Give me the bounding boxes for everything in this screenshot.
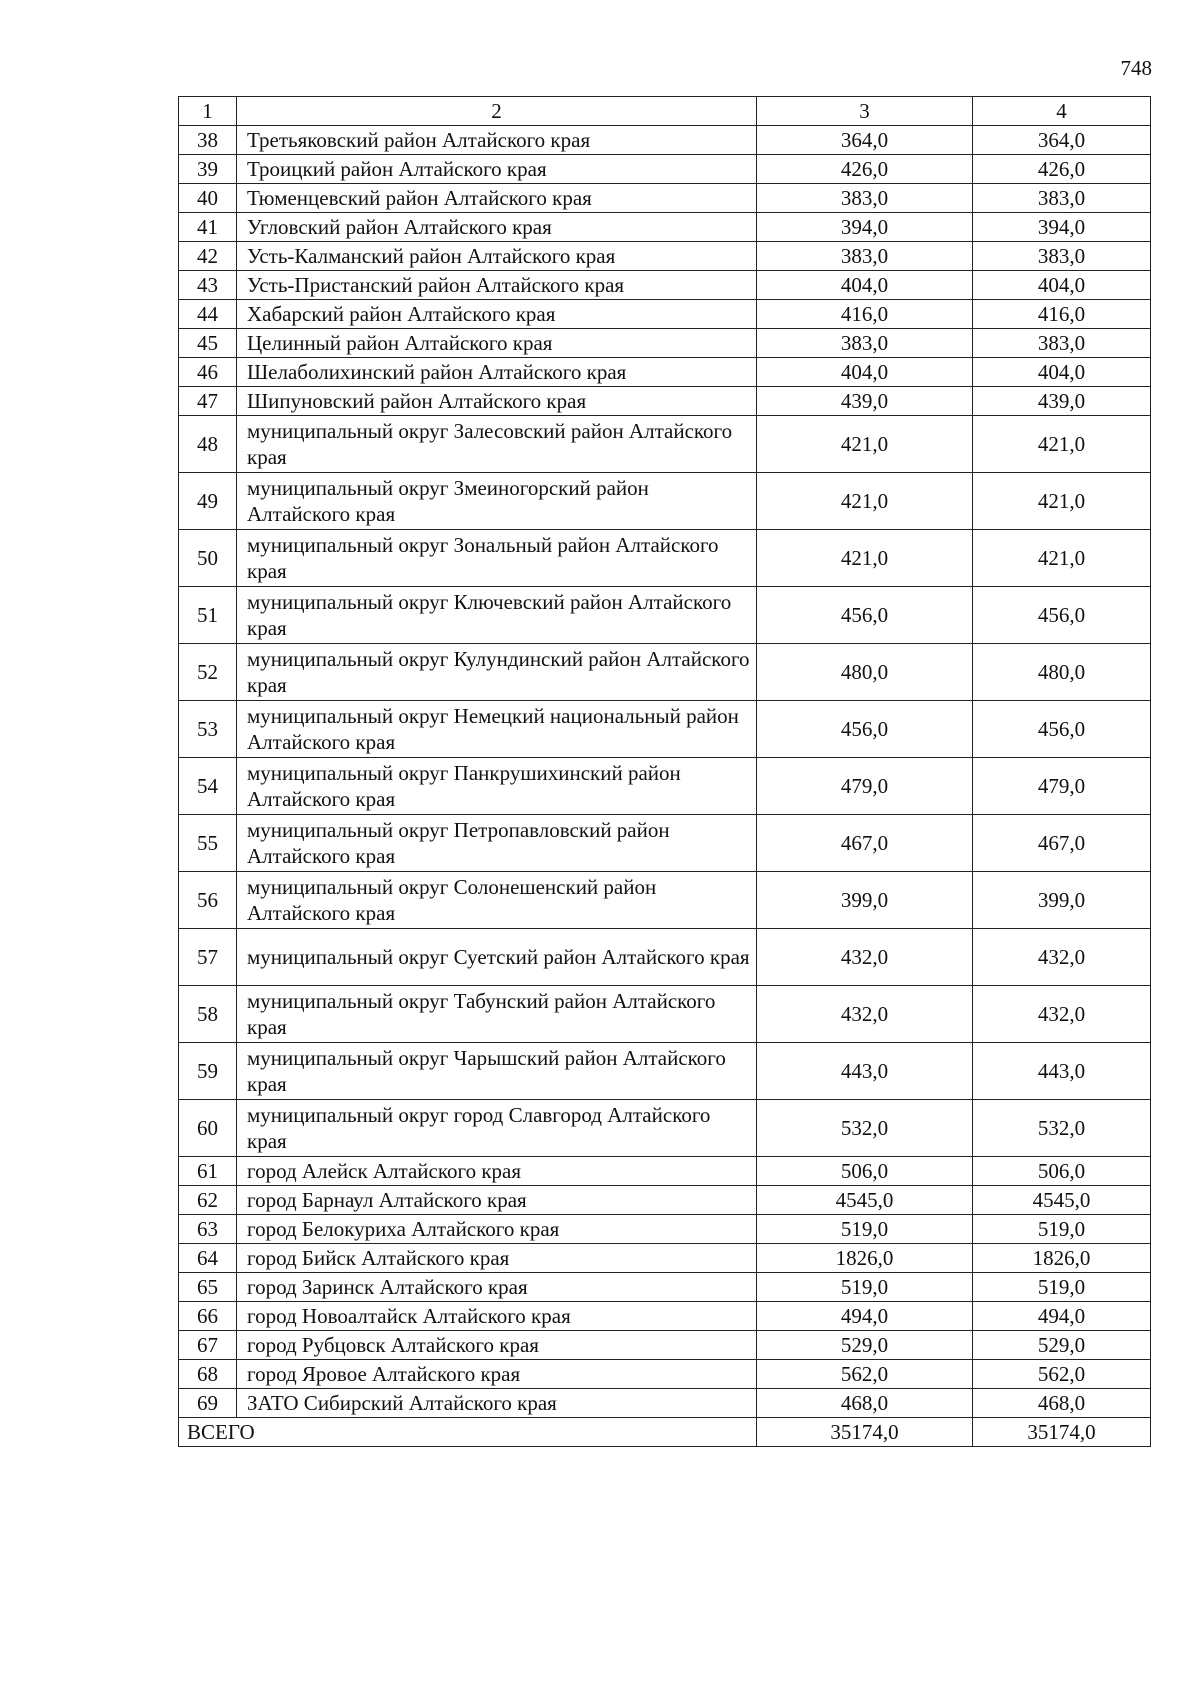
header-col-3: 3 [757,97,973,126]
row-number-cell: 54 [179,758,237,815]
table-row [179,300,1151,329]
table-row [179,416,1151,473]
table-row [179,758,1151,815]
value-col4-cell: 456,0 [973,587,1151,644]
header-col-2: 2 [237,97,757,126]
value-col4-cell: 439,0 [973,387,1151,416]
value-col3-cell: 404,0 [757,358,973,387]
table-row [179,986,1151,1043]
header-col-1: 1 [179,97,237,126]
value-col3-cell: 404,0 [757,271,973,300]
district-name-cell: муниципальный округ Солонешенский район Алтайского края [237,872,757,929]
value-col4-cell: 494,0 [973,1302,1151,1331]
value-col3-cell: 394,0 [757,213,973,242]
table-row [179,473,1151,530]
value-col3-cell: 364,0 [757,126,973,155]
row-number-cell: 41 [179,213,237,242]
value-col4-cell: 1826,0 [973,1244,1151,1273]
value-col3-cell: 456,0 [757,701,973,758]
row-number-cell: 66 [179,1302,237,1331]
row-number-cell: 44 [179,300,237,329]
table-header-row [179,97,1151,126]
row-number-cell: 39 [179,155,237,184]
district-name-cell: Целинный район Алтайского края [237,329,757,358]
row-number-cell: 38 [179,126,237,155]
table-row [179,530,1151,587]
district-name-cell: муниципальный округ город Славгород Алтайского края [237,1100,757,1157]
table-row [179,1043,1151,1100]
row-number-cell: 43 [179,271,237,300]
value-col4-cell: 394,0 [973,213,1151,242]
value-col4-cell: 426,0 [973,155,1151,184]
table-row [179,587,1151,644]
value-col3-cell: 468,0 [757,1389,973,1418]
value-col4-cell: 519,0 [973,1215,1151,1244]
table-row [179,242,1151,271]
row-number-cell: 45 [179,329,237,358]
district-name-cell: город Новоалтайск Алтайского края [237,1302,757,1331]
value-col4-cell: 383,0 [973,242,1151,271]
district-name-cell: муниципальный округ Немецкий национальный район Алтайского края [237,701,757,758]
table-row [179,184,1151,213]
district-name-cell: Хабарский район Алтайского края [237,300,757,329]
total-row [179,1418,1151,1447]
value-col4-cell: 404,0 [973,271,1151,300]
value-col3-cell: 432,0 [757,986,973,1043]
row-number-cell: 56 [179,872,237,929]
value-col4-cell: 562,0 [973,1360,1151,1389]
value-col3-cell: 439,0 [757,387,973,416]
district-name-cell: Троицкий район Алтайского края [237,155,757,184]
row-number-cell: 53 [179,701,237,758]
value-col4-cell: 506,0 [973,1157,1151,1186]
value-col4-cell: 4545,0 [973,1186,1151,1215]
table-row [179,1273,1151,1302]
table-row [179,1389,1151,1418]
district-name-cell: муниципальный округ Чарышский район Алтайского края [237,1043,757,1100]
value-col3-cell: 416,0 [757,300,973,329]
value-col4-cell: 399,0 [973,872,1151,929]
district-name-cell: муниципальный округ Петропавловский район Алтайского края [237,815,757,872]
value-col4-cell: 432,0 [973,986,1151,1043]
header-col-4: 4 [973,97,1151,126]
row-number-cell: 42 [179,242,237,271]
value-col4-cell: 480,0 [973,644,1151,701]
district-name-cell: Угловский район Алтайского края [237,213,757,242]
table-row [179,644,1151,701]
value-col4-cell: 468,0 [973,1389,1151,1418]
value-col3-cell: 443,0 [757,1043,973,1100]
value-col4-cell: 421,0 [973,473,1151,530]
table-row [179,929,1151,986]
row-number-cell: 65 [179,1273,237,1302]
value-col3-cell: 383,0 [757,184,973,213]
district-name-cell: город Рубцовск Алтайского края [237,1331,757,1360]
table-row [179,155,1151,184]
value-col4-cell: 421,0 [973,530,1151,587]
district-name-cell: муниципальный округ Залесовский район Алтайского края [237,416,757,473]
value-col3-cell: 480,0 [757,644,973,701]
value-col4-cell: 421,0 [973,416,1151,473]
page-number: 748 [1120,56,1152,80]
total-value-col3: 35174,0 [757,1418,973,1447]
value-col4-cell: 456,0 [973,701,1151,758]
district-name-cell: муниципальный округ Суетский район Алтайского края [237,929,757,986]
value-col4-cell: 383,0 [973,184,1151,213]
district-name-cell: Тюменцевский район Алтайского края [237,184,757,213]
table-row [179,1360,1151,1389]
value-col3-cell: 421,0 [757,416,973,473]
value-col4-cell: 383,0 [973,329,1151,358]
district-name-cell: муниципальный округ Табунский район Алтайского края [237,986,757,1043]
row-number-cell: 52 [179,644,237,701]
table-row [179,872,1151,929]
district-name-cell: ЗАТО Сибирский Алтайского края [237,1389,757,1418]
district-name-cell: город Барнаул Алтайского края [237,1186,757,1215]
district-name-cell: город Яровое Алтайского края [237,1360,757,1389]
value-col3-cell: 1826,0 [757,1244,973,1273]
value-col3-cell: 506,0 [757,1157,973,1186]
row-number-cell: 69 [179,1389,237,1418]
value-col4-cell: 432,0 [973,929,1151,986]
value-col3-cell: 519,0 [757,1273,973,1302]
district-name-cell: город Белокуриха Алтайского края [237,1215,757,1244]
row-number-cell: 64 [179,1244,237,1273]
row-number-cell: 62 [179,1186,237,1215]
value-col3-cell: 519,0 [757,1215,973,1244]
table-row [179,126,1151,155]
value-col4-cell: 364,0 [973,126,1151,155]
table-row [179,271,1151,300]
value-col3-cell: 467,0 [757,815,973,872]
district-name-cell: город Бийск Алтайского края [237,1244,757,1273]
row-number-cell: 60 [179,1100,237,1157]
value-col3-cell: 562,0 [757,1360,973,1389]
value-col4-cell: 519,0 [973,1273,1151,1302]
value-col3-cell: 383,0 [757,242,973,271]
table-row [179,1302,1151,1331]
table-row [179,1157,1151,1186]
table-row [179,1331,1151,1360]
value-col3-cell: 432,0 [757,929,973,986]
table-row [179,701,1151,758]
allocation-table [178,96,1151,1447]
value-col3-cell: 479,0 [757,758,973,815]
district-name-cell: муниципальный округ Панкрушихинский район Алтайского края [237,758,757,815]
value-col4-cell: 443,0 [973,1043,1151,1100]
value-col3-cell: 532,0 [757,1100,973,1157]
row-number-cell: 61 [179,1157,237,1186]
table-row [179,1186,1151,1215]
district-name-cell: муниципальный округ Зональный район Алтайского края [237,530,757,587]
row-number-cell: 47 [179,387,237,416]
total-label: ВСЕГО [179,1418,757,1447]
district-name-cell: Шипуновский район Алтайского края [237,387,757,416]
value-col3-cell: 4545,0 [757,1186,973,1215]
value-col4-cell: 479,0 [973,758,1151,815]
district-name-cell: муниципальный округ Змеиногорский район Алтайского края [237,473,757,530]
row-number-cell: 68 [179,1360,237,1389]
row-number-cell: 40 [179,184,237,213]
district-name-cell: Шелаболихинский район Алтайского края [237,358,757,387]
value-col3-cell: 421,0 [757,530,973,587]
row-number-cell: 63 [179,1215,237,1244]
value-col4-cell: 416,0 [973,300,1151,329]
value-col3-cell: 426,0 [757,155,973,184]
value-col4-cell: 529,0 [973,1331,1151,1360]
district-name-cell: Усть-Калманский район Алтайского края [237,242,757,271]
district-name-cell: муниципальный округ Ключевский район Алтайского края [237,587,757,644]
district-name-cell: Третьяковский район Алтайского края [237,126,757,155]
row-number-cell: 57 [179,929,237,986]
district-name-cell: город Алейск Алтайского края [237,1157,757,1186]
value-col3-cell: 456,0 [757,587,973,644]
table-row [179,1244,1151,1273]
row-number-cell: 55 [179,815,237,872]
value-col3-cell: 383,0 [757,329,973,358]
value-col3-cell: 529,0 [757,1331,973,1360]
table-body [179,97,1151,1447]
row-number-cell: 49 [179,473,237,530]
table-row [179,1215,1151,1244]
table-row [179,213,1151,242]
row-number-cell: 58 [179,986,237,1043]
table-row [179,1100,1151,1157]
district-name-cell: город Заринск Алтайского края [237,1273,757,1302]
row-number-cell: 48 [179,416,237,473]
district-name-cell: Усть-Пристанский район Алтайского края [237,271,757,300]
row-number-cell: 67 [179,1331,237,1360]
value-col4-cell: 467,0 [973,815,1151,872]
value-col4-cell: 404,0 [973,358,1151,387]
row-number-cell: 59 [179,1043,237,1100]
row-number-cell: 46 [179,358,237,387]
row-number-cell: 51 [179,587,237,644]
table-row [179,387,1151,416]
table-row [179,358,1151,387]
table-row [179,329,1151,358]
row-number-cell: 50 [179,530,237,587]
value-col3-cell: 494,0 [757,1302,973,1331]
value-col3-cell: 421,0 [757,473,973,530]
value-col4-cell: 532,0 [973,1100,1151,1157]
value-col3-cell: 399,0 [757,872,973,929]
total-value-col4: 35174,0 [973,1418,1151,1447]
district-name-cell: муниципальный округ Кулундинский район Алтайского края [237,644,757,701]
table-row [179,815,1151,872]
